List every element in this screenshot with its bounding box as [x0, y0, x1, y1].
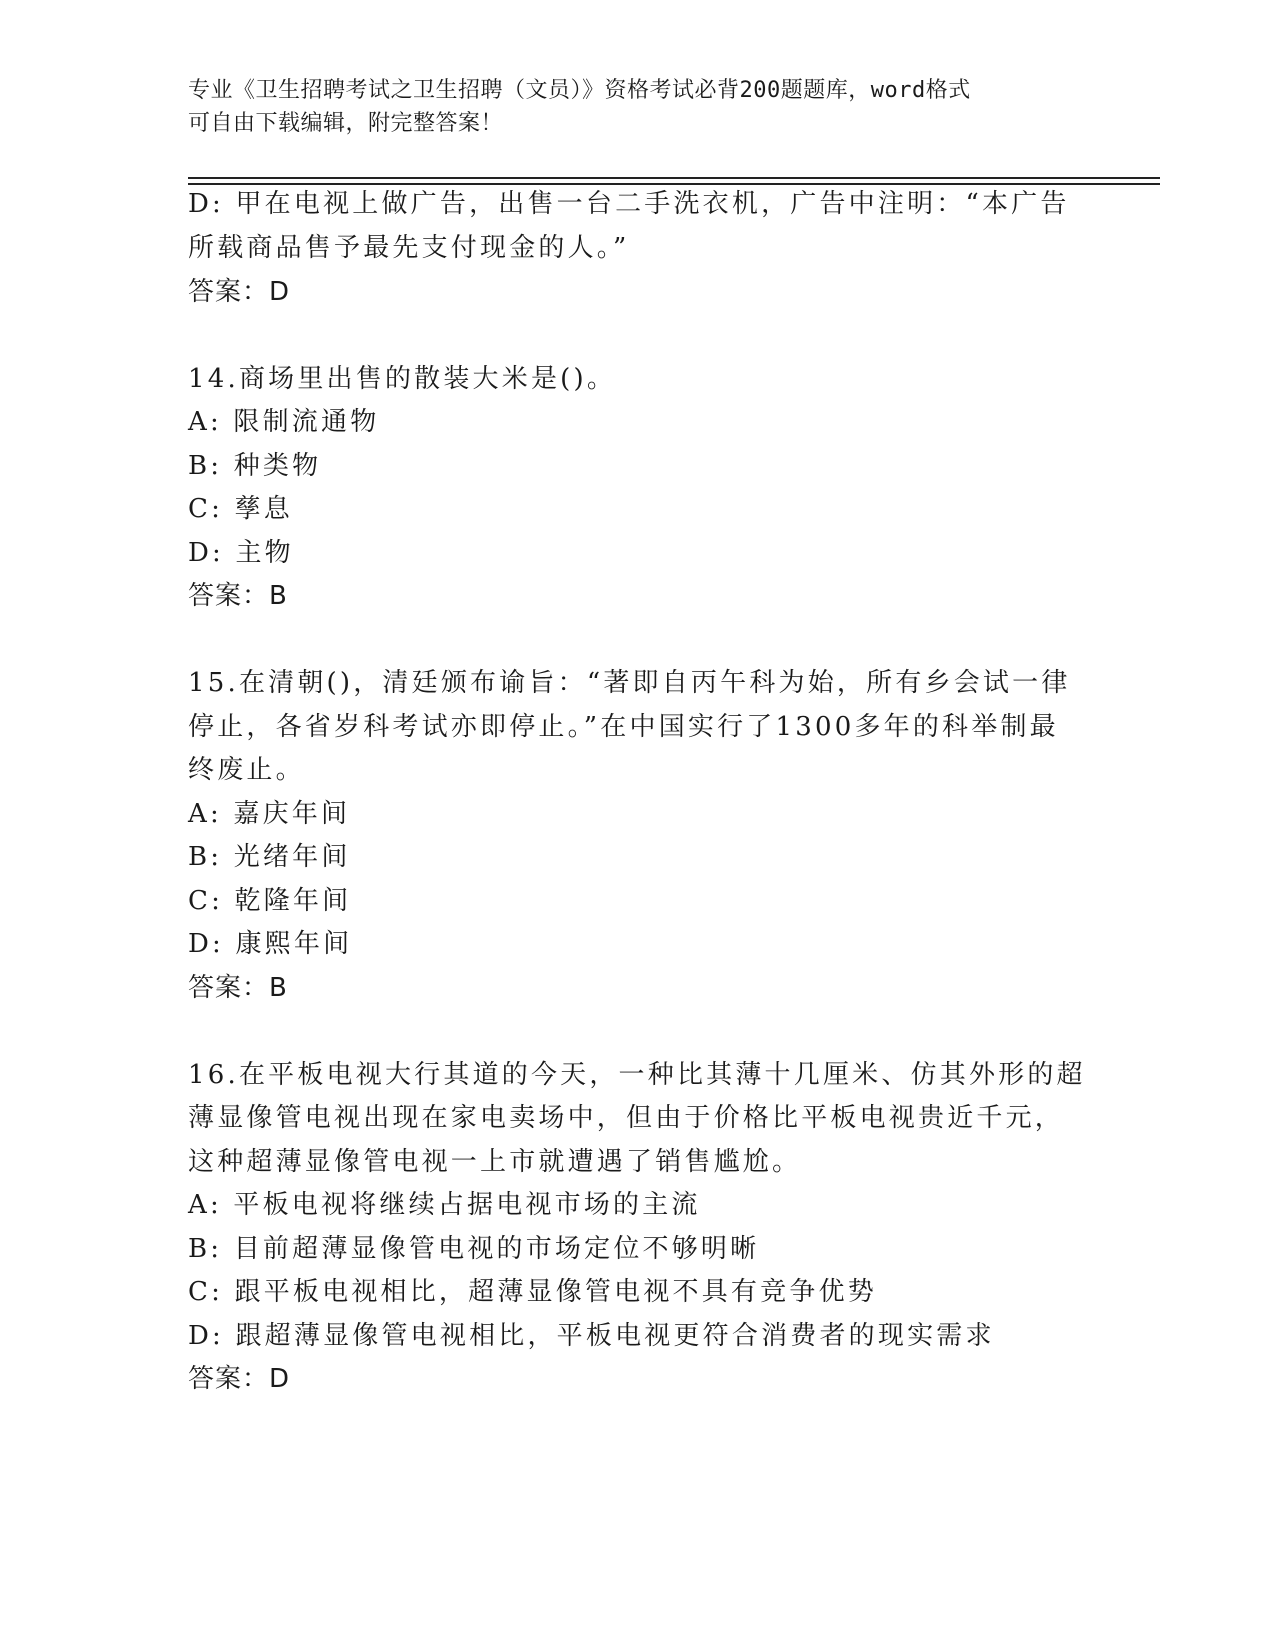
q14-option-c: C: 孳息: [188, 494, 293, 524]
q14-option-b: B: 种类物: [188, 451, 322, 481]
q14-option-a: A: 限制流通物: [188, 407, 380, 437]
q15-stem-line-1: 15.在清朝()，清廷颁布谕旨：“著即自丙午科为始，所有乡会试一律: [188, 668, 1071, 698]
prev-option-d-line-2: 所载商品售予最先支付现金的人。”: [188, 233, 630, 263]
document-header: [188, 74, 1068, 140]
prev-option-d-line-1: D: 甲在电视上做广告，出售一台二手洗衣机，广告中注明：“本广告: [188, 189, 1070, 219]
q15-stem-line-2: 停止，各省岁科考试亦即停止。”在中国实行了1300多年的科举制最: [188, 712, 1059, 742]
q16-option-c: C: 跟平板电视相比，超薄显像管电视不具有竞争优势: [188, 1277, 877, 1307]
q15-option-d: D: 康熙年间: [188, 929, 353, 959]
q14-answer: 答案：B: [188, 581, 288, 611]
q16-stem-line-1: 16.在平板电视大行其道的今天，一种比其薄十几厘米、仿其外形的超: [188, 1060, 1086, 1090]
q16-stem-line-3: 这种超薄显像管电视一上市就遭遇了销售尴尬。: [188, 1147, 802, 1177]
q15-stem-line-3: 终废止。: [188, 755, 305, 785]
q16-answer: 答案：D: [188, 1364, 291, 1394]
header-divider-bottom: [188, 183, 1160, 185]
q16-stem-line-2: 薄显像管电视出现在家电卖场中，但由于价格比平板电视贵近千元，: [188, 1103, 1065, 1133]
q14-stem-line-1: 14.商场里出售的散装大米是()。: [188, 364, 617, 394]
q15-option-a: A: 嘉庆年间: [188, 799, 351, 829]
q15-answer: 答案：B: [188, 973, 288, 1003]
q16-option-a: A: 平板电视将继续占据电视市场的主流: [188, 1190, 701, 1220]
q15-option-c: C: 乾隆年间: [188, 886, 352, 916]
header-title-line-2: 可自由下载编辑，附完整答案！: [188, 111, 504, 136]
q16-option-d: D: 跟超薄显像管电视相比，平板电视更符合消费者的现实需求: [188, 1321, 995, 1351]
q16-option-b: B: 目前超薄显像管电视的市场定位不够明晰: [188, 1234, 760, 1264]
header-divider-top: [188, 177, 1160, 179]
q14-option-d: D: 主物: [188, 538, 294, 568]
q15-option-b: B: 光绪年间: [188, 842, 351, 872]
header-title-line-1: 专业《卫生招聘考试之卫生招聘（文员）》资格考试必背200题题库，word格式: [188, 78, 971, 103]
prev-answer: 答案：D: [188, 277, 291, 307]
